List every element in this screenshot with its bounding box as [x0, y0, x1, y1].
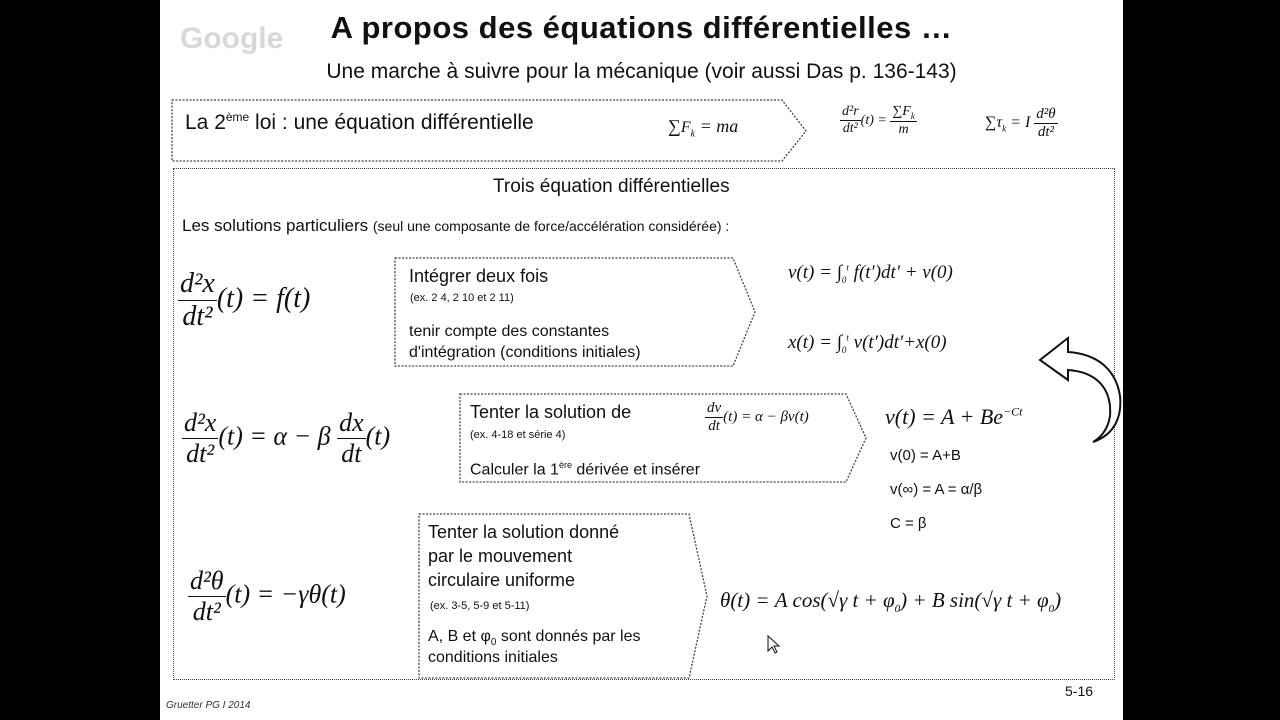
intro-line: Les solutions particuliers (seul une composante de force/accélération considérée) : — [182, 216, 730, 235]
row3-title1: Tenter la solution donné — [428, 522, 620, 542]
row3-exercises: (ex. 3-5, 5-9 et 5-11) — [430, 600, 530, 612]
row2-cond1: v(0) = A+B — [890, 447, 961, 464]
row1-exercises: (ex. 2 4, 2 10 et 2 11) — [410, 292, 514, 304]
eq-position-integral: $x(t) = \int_0^t$ v(t′)dt′+x(0) — [788, 332, 947, 355]
eq-row1-left: $\frac{\text{d²x}}{\text{dt²}}$ (t) = f(t) — [180, 268, 311, 332]
section-title: Trois équation différentielles — [493, 176, 730, 197]
row3-title2: par le mouvement — [428, 546, 573, 566]
row2-title: Tenter la solution de — [470, 402, 632, 422]
row1-title: Intégrer deux fois — [409, 266, 549, 286]
row2-exercises: (ex. 4-18 et série 4) — [470, 429, 566, 441]
row3-text1: A, B et $\varphi_0$ sont donnés par les — [428, 628, 641, 649]
slide — [160, 0, 1123, 720]
slide-title: A propos des équations différentielles … — [330, 10, 953, 45]
eq-row2-left: $\frac{\text{d²x}}{\text{dt²}}$ (t) = α − β $\frac{dx}{dt}$ (t) — [184, 408, 391, 468]
newton-sum-equation: $\sum F_k$ = ma — [668, 116, 739, 140]
row3-text2: conditions initiales — [428, 649, 558, 666]
eq-velocity-integral: $v(t) = \int_0^t$ f(t′)dt′ + v(0) — [788, 262, 953, 285]
footer-credit: Gruetter PG I 2014 — [166, 700, 251, 711]
row2-cond3: C = β — [890, 515, 927, 532]
acceleration-equation: $\frac{\text{d²r}}{\text{dt²}}$ (t) = $\frac{\sum F_k}{m}$ — [842, 104, 915, 137]
eq-row3-left: $\frac{\text{d²θ}}{\text{dt²}}$ (t) = −γθ(t) — [190, 566, 346, 626]
law-label: La 2ème loi : une équation différentielle — [185, 110, 534, 134]
row2-cond2: v(∞) = A = α/β — [890, 481, 983, 498]
curved-arrow-icon — [1038, 330, 1123, 450]
row3-title3: circulaire uniforme — [428, 570, 576, 590]
row2-text: Calculer la 1ère dérivée et insérer — [470, 460, 701, 479]
google-watermark: Google — [180, 22, 284, 55]
eq-row2-solution: $v(t) = A + Be^{-Ct}$ — [885, 404, 1023, 429]
slide-subtitle: Une marche à suivre pour la mécanique (voir aussi Das p. 136-143) — [326, 60, 957, 83]
row1-text2: d'intégration (conditions initiales) — [409, 344, 641, 361]
torque-equation: $\sum\tau_k = I$ $\frac{\text{d²θ}}{\text{dt²}}$ — [985, 106, 1056, 140]
mouse-cursor-icon — [767, 635, 781, 655]
slide-number: 5-16 — [1065, 683, 1094, 699]
eq-row3-solution: θ(t) = A cos(√γ $t + \varphi_0) + B$ sin(√γ $t + \varphi_0$) — [720, 588, 1062, 616]
eq-row2-trial: $\frac{dv}{dt}$ (t) = α − βv(t) — [707, 400, 809, 434]
row1-text1: tenir compte des constantes — [409, 323, 610, 340]
